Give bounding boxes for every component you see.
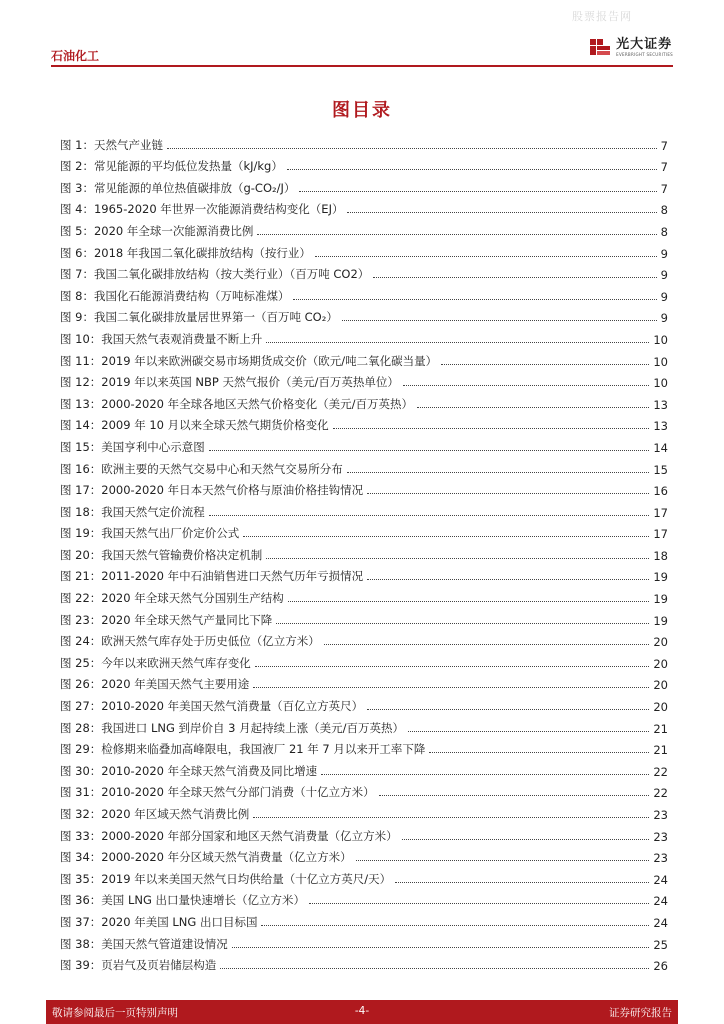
toc-entry-page: 8 [660,224,668,239]
toc-entry[interactable] [60,217,668,239]
toc-leader-dots [255,666,650,667]
toc-entry-page: 20 [653,656,668,671]
toc-leader-dots [243,536,649,537]
company-logo [589,36,673,58]
toc-entry[interactable] [60,800,668,822]
toc-entry-page: 26 [653,959,668,974]
toc-entry-label: 图 17：2000-2020 年日本天然气价格与原油价格挂钩情况 [60,483,364,498]
toc-entry-label: 图 29：检修期来临叠加高峰限电，我国液厂 21 年 7 月以来开工率下降 [60,742,426,757]
toc-entry[interactable] [60,153,668,175]
toc-leader-dots [257,234,656,235]
toc-leader-dots [373,277,656,278]
toc-leader-dots [209,450,650,451]
toc-entry-page: 23 [653,829,668,844]
toc-entry[interactable] [60,520,668,542]
toc-leader-dots [299,191,656,192]
toc-leader-dots [266,342,649,343]
toc-entry-page: 20 [653,700,668,715]
footer-disclaimer: 敬请参阅最后一页特别声明 [52,1007,178,1019]
toc-entry[interactable] [60,908,668,930]
toc-entry[interactable] [60,498,668,520]
toc-entry-page: 10 [653,376,668,391]
toc-leader-dots [347,212,656,213]
toc-entry[interactable] [60,606,668,628]
toc-entry-page: 25 [653,937,668,952]
toc-leader-dots [441,364,649,365]
toc-entry[interactable] [60,325,668,347]
toc-entry-label: 图 13：2000-2020 年全球各地区天然气价格变化（美元/百万英热） [60,396,413,411]
toc-entry[interactable] [60,584,668,606]
toc-entry-label: 图 7：我国二氧化碳排放结构（按大类行业）（百万吨 CO2） [60,267,370,282]
toc-leader-dots [288,601,650,602]
toc-leader-dots [379,795,650,796]
toc-entry-page: 10 [653,332,668,347]
toc-leader-dots [395,882,649,883]
toc-entry-page: 18 [653,548,668,563]
toc-entry[interactable] [60,174,668,196]
toc-entry-page: 23 [653,851,668,866]
toc-leader-dots [356,860,650,861]
toc-entry[interactable] [60,304,668,326]
toc-entry-label: 图 39：页岩气及页岩储层构造 [60,958,217,973]
toc-entry[interactable] [60,347,668,369]
toc-entry-page: 24 [653,915,668,930]
toc-entry-label: 图 6：2018 年我国二氧化碳排放结构（按行业） [60,245,311,260]
toc-entry[interactable] [60,628,668,650]
toc-entry[interactable] [60,952,668,974]
toc-entry-page: 23 [653,808,668,822]
toc-entry[interactable] [60,865,668,887]
toc-entry-page: 15 [653,462,668,477]
toc-leader-dots [209,515,650,516]
toc-leader-dots [342,320,657,321]
toc-entry[interactable] [60,261,668,283]
toc-entry-page: 7 [660,181,668,196]
toc-entry-page: 17 [653,505,668,520]
toc-entry-page: 9 [660,246,668,261]
toc-entry-page: 13 [653,397,668,412]
toc-entry-label: 图 30：2010-2020 年全球天然气消费及同比增速 [60,763,318,778]
toc-entry-page: 9 [660,268,668,283]
toc-entry[interactable] [60,390,668,412]
toc-entry-page: 21 [653,743,668,758]
toc-entry[interactable] [60,282,668,304]
toc-entry-page: 24 [653,872,668,887]
toc-entry-label: 图 34：2000-2020 年分区域天然气消费量（亿立方米） [60,850,352,865]
toc-entry-label: 图 27：2010-2020 年美国天然气消费量（百亿立方英尺） [60,699,364,714]
toc-entry[interactable] [60,736,668,758]
page-header [51,38,673,67]
toc-entry-label: 图 15：美国亨利中心示意图 [60,439,205,454]
toc-entry-label: 图 5：2020 年全球一次能源消费比例 [60,223,254,238]
toc-entry-label: 图 2：常见能源的平均低位发热量（kJ/kg） [60,159,283,174]
toc-entry[interactable] [60,196,668,218]
toc-entry-label: 图 21：2011-2020 年中石油销售进口天然气历年亏损情况 [60,569,364,584]
toc-leader-dots [232,947,650,948]
toc-entry-page: 21 [653,721,668,736]
watermark: 股票报告网 [572,10,632,23]
toc-entry-label: 图 25：今年以来欧洲天然气库存变化 [60,655,251,670]
page-number: -4- [354,1005,370,1017]
toc-leader-dots [293,299,656,300]
toc-entry-label: 图 26：2020 年美国天然气主要用途 [60,677,250,692]
toc-entry-page: 14 [653,440,668,455]
toc-entry[interactable] [60,649,668,671]
toc-entry-page: 13 [653,419,668,434]
toc-entry[interactable] [60,887,668,909]
toc-entry-label: 图 23：2020 年全球天然气产量同比下降 [60,612,273,627]
toc-entry-page: 24 [653,894,668,909]
toc-leader-dots [429,752,649,753]
toc-entry-label: 图 19：我国天然气出厂价定价公式 [60,526,240,541]
toc-entry-label: 图 9：我国二氧化碳排放量居世界第一（百万吨 CO₂） [60,310,338,325]
toc-entry-label: 图 18：我国天然气定价流程 [60,504,205,519]
page-footer [46,1000,678,1024]
logo-subtitle: EVERBRIGHT SECURITIES [616,51,673,57]
toc-entry-page: 9 [660,289,668,304]
toc-entry-label: 图 31：2010-2020 年全球天然气分部门消费（十亿立方米） [60,785,375,800]
toc-leader-dots [402,839,650,840]
toc-entry-label: 图 12：2019 年以来英国 NBP 天然气报价（美元/百万英热单位） [60,375,399,390]
toc-entry-page: 20 [653,678,668,693]
toc-entry[interactable] [60,714,668,736]
toc-entry[interactable] [60,455,668,477]
toc-entry-label: 图 32：2020 年区域天然气消费比例 [60,807,250,821]
toc-entry-page: 7 [660,160,668,175]
toc-entry-page: 9 [660,311,668,326]
toc-leader-dots [266,558,649,559]
toc-entry-label: 图 16：欧洲主要的天然气交易中心和天然气交易所分布 [60,461,343,476]
toc-entry[interactable] [60,563,668,585]
toc-entry-label: 图 24：欧洲天然气库存处于历史低位（亿立方米） [60,634,320,649]
toc-leader-dots [261,925,649,926]
toc-entry-label: 图 22：2020 年全球天然气分国别生产结构 [60,591,284,606]
toc-leader-dots [324,644,650,645]
toc-entry[interactable] [60,369,668,391]
toc-entry-label: 图 37：2020 年美国 LNG 出口目标国 [60,914,258,929]
toc-entry-label: 图 1：天然气产业链 [60,137,163,152]
toc-entry[interactable] [60,433,668,455]
toc-entry-label: 图 4：1965-2020 年世界一次能源消费结构变化（EJ） [60,202,344,217]
toc-entry-page: 22 [653,764,668,779]
toc-entry-label: 图 10：我国天然气表观消费量不断上升 [60,331,263,346]
toc-entry-label: 图 36：美国 LNG 出口量快速增长（亿立方米） [60,893,306,908]
toc-leader-dots [367,579,649,580]
toc-entry-label: 图 38：美国天然气管道建设情况 [60,936,228,951]
toc-entry[interactable] [60,757,668,779]
toc-entry-label: 图 20：我国天然气管输费价格决定机制 [60,547,263,562]
toc-entry-label: 图 28：我国进口 LNG 到岸价自 3 月起持续上涨（美元/百万英热） [60,720,405,735]
toc-entry-page: 19 [653,592,668,607]
toc-leader-dots [167,148,657,149]
header-divider [51,65,673,67]
toc-entry-page: 17 [653,527,668,542]
toc-leader-dots [220,968,649,969]
toc-leader-dots [367,493,649,494]
toc-leader-dots [403,385,650,386]
toc-leader-dots [315,256,657,257]
logo-icon [589,36,611,58]
toc-entry-page: 10 [653,354,668,369]
toc-entry-page: 20 [653,635,668,650]
toc-leader-dots [321,774,649,775]
toc-entry-page: 16 [653,484,668,499]
toc-entry-page: 19 [653,570,668,585]
section-label: 石油化工 [51,49,100,63]
toc-leader-dots [309,903,649,904]
toc-entry[interactable] [60,930,668,952]
toc-entry-label: 图 33：2000-2020 年部分国家和地区天然气消费量（亿立方米） [60,828,398,843]
toc-entry[interactable] [60,671,668,693]
toc-entry-page: 8 [660,203,668,218]
toc-entry-label: 图 8：我国化石能源消费结构（万吨标准煤） [60,288,290,303]
toc-entry-page: 7 [660,138,668,153]
toc-entry[interactable] [60,822,668,844]
toc-entry-page: 19 [653,613,668,628]
toc-leader-dots [408,731,649,732]
toc-entry-label: 图 35：2019 年以来美国天然气日均供给量（十亿立方英尺/天） [60,871,392,886]
footer-report-type: 证券研究报告 [609,1007,672,1019]
toc-leader-dots [253,687,649,688]
toc-leader-dots [347,472,650,473]
toc-entry-label: 图 3：常见能源的单位热值碳排放（g-CO₂/J） [60,180,296,195]
toc-leader-dots [417,407,649,408]
toc-list [60,131,668,973]
toc-entry[interactable] [60,412,668,434]
toc-leader-dots [333,428,650,429]
toc-entry-page: 22 [653,786,668,801]
toc-leader-dots [253,817,649,818]
toc-title: 图目录 [332,100,392,121]
toc-leader-dots [367,709,649,710]
logo-title: 光大证券 [616,36,673,52]
toc-leader-dots [276,623,649,624]
toc-entry[interactable] [60,541,668,563]
toc-entry-label: 图 11：2019 年以来欧洲碳交易市场期货成交价（欧元/吨二氧化碳当量） [60,353,438,368]
toc-entry[interactable] [60,692,668,714]
toc-entry[interactable] [60,131,668,153]
toc-entry-label: 图 14：2009 年 10 月以来全球天然气期货价格变化 [60,418,329,433]
toc-entry[interactable] [60,477,668,499]
toc-leader-dots [287,169,657,170]
toc-entry[interactable] [60,239,668,261]
toc-entry[interactable] [60,844,668,866]
toc-entry[interactable] [60,779,668,801]
